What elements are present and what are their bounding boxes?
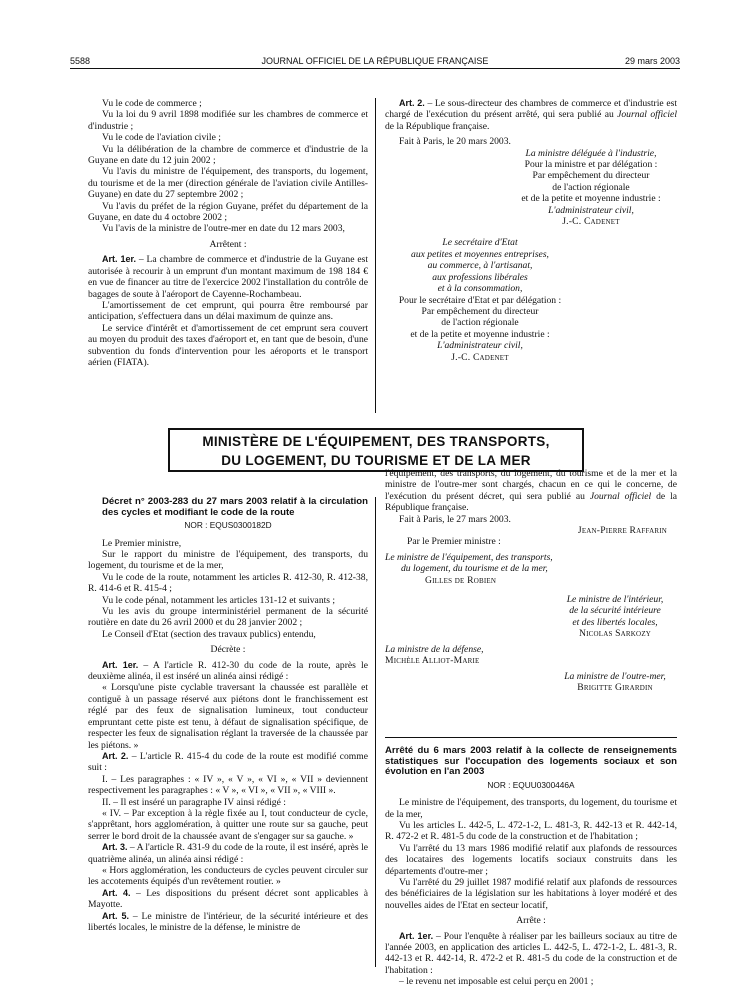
signatory-title: au commerce, à l'artisanat, (427, 260, 533, 272)
intro-line: Le Conseil d'Etat (section des travaux publics) entendu, (102, 628, 316, 640)
article-label: Art. 2. (399, 98, 425, 108)
signatory-role: L'administrateur civil, (548, 204, 634, 216)
ministry-heading (168, 428, 584, 472)
intro-line: Le Premier ministre, (102, 537, 182, 549)
column-divider (375, 497, 376, 967)
par-premier-ministre: Par le Premier ministre : (407, 536, 501, 548)
visa-line: Vu la délibération de la chambre de commerce et d'industrie de la Guyane en date du 12 juin 2002 ; (88, 143, 368, 167)
article-5 (88, 911, 368, 934)
signatory-name: J.-C. Cadenet (451, 351, 509, 363)
signature-interieur (553, 594, 677, 640)
signatory-title: La ministre de la défense, (385, 643, 484, 655)
article-text: – A l'article R. 412-30 du code de la route, après le deuxième alinéa, il est inséré un alinéa ainsi rédigé : (88, 659, 368, 683)
delegation-line: Par empêchement du directeur (532, 170, 650, 182)
article-1 (88, 660, 368, 683)
journal-title: JOURNAL OFFICIEL DE LA RÉPUBLIQUE FRANÇAISE (261, 56, 489, 66)
column-divider (375, 98, 376, 413)
visa-line: Vu l'avis du ministre de l'équipement, des transports, du logement, du tourisme et de la mer (direction générale de l'aviation civile Antilles-Guyane) en date du 27 septembre 2002 ; (88, 166, 368, 201)
fait-a-paris: Fait à Paris, le 27 mars 2003. (399, 513, 511, 525)
signatory-role: L'administrateur civil, (437, 340, 523, 352)
article-text: – A l'article R. 431-9 du code de la route, il est inséré, après le quatrième alinéa, un alinéa ainsi rédigé : (88, 842, 368, 865)
journal-ref: Journal officiel (617, 109, 677, 121)
signatory-title: Le secrétaire d'Etat (442, 237, 518, 249)
top-left-column (88, 98, 368, 368)
delegation-line: et de la petite et moyenne industrie : (410, 328, 550, 340)
decret-column (88, 497, 368, 933)
arrete-column (385, 746, 677, 988)
paragraph: Le service d'intérêt et d'amortissement de cet emprunt sera couvert au moyen du produit des taxes d'aéroport et, en tant que de besoin, d'une subvention du fonds d'intervention pour les aéroports et le transport aérien (FIATA). (88, 322, 368, 368)
arrete-label: Arrêtent : (209, 238, 247, 250)
signatory-title: et des libertés locales, (572, 616, 658, 628)
paragraph: L'amortissement de cet emprunt, qui pourra être remboursé par anticipation, s'effectuera dans un délai maximum de quinze ans. (88, 299, 368, 323)
delegation-line: Pour le secrétaire d'Etat et par délégation : (398, 294, 562, 306)
ministry-line-1: MINISTÈRE DE L'ÉQUIPEMENT, DES TRANSPORTS, (202, 434, 550, 449)
article-label: Art. 2. (102, 750, 129, 761)
arrete-label: Arrête : (516, 915, 546, 927)
article-1 (385, 931, 677, 977)
nor-reference: NOR : EQUS0300182D (184, 520, 272, 531)
decret-title: Décret n° 2003-283 du 27 mars 2003 relatif à la circulation des cycles et modifiant le code de la route (102, 496, 368, 518)
article-3 (88, 842, 368, 865)
delegation-line: Pour la ministre et par délégation : (524, 159, 658, 171)
article-label: Art. 5. (102, 910, 129, 921)
journal-ref: Journal officiel (589, 490, 652, 502)
article-quote: « Lorsqu'une piste cyclable traversant la chaussée est parallèle et contiguë à un passage réservé aux piétons dont le franchissement est réglé par des feux de signalisation lumineux, tout conducteur empruntant cette piste est tenu, à défaut de signalisation spécifique, de respecter les feux de signalisation réglant la traversée de la chaussée par les piétons. » (88, 682, 368, 751)
article-text: l'équipement, des transports, du logement, du tourisme et de la mer et la ministre de l'outre-mer sont chargés, chacun en ce qui le concerne, de l'exécution du présent décret, qui sera publié au (385, 468, 677, 502)
article-label: Art. 1er. (102, 254, 136, 265)
paragraph: II. – Il est inséré un paragraphe IV ainsi rédigé : (102, 796, 286, 808)
article-2 (88, 751, 368, 774)
visa-line: Vu le code de l'aviation civile ; (102, 132, 221, 144)
signature-equipement (385, 552, 677, 586)
article-label: Art. 1er. (102, 659, 139, 670)
article-quote: « IV. – Par exception à la règle fixée au I, tout conducteur de cycle, s'apprêtant, hors agglomération, à quitter une route sur sa gauche, peut serrer le bord droit de la chaussée avant de s'engager sur sa gauche. » (88, 807, 368, 842)
visa-line: Vu la loi du 9 avril 1898 modifiée sur les chambres de commerce et d'industrie ; (88, 109, 368, 132)
visa-line: Vu le code de commerce ; (102, 98, 202, 109)
signatory-name: Gilles de Robien (425, 574, 497, 586)
header-rule (70, 68, 680, 69)
article-tail: de la République française. (385, 120, 490, 132)
signatory-name: Brigitte Girardin (577, 681, 653, 693)
ministry-line-2: DU LOGEMENT, DU TOURISME ET DE LA MER (221, 453, 531, 468)
article-text: – Le ministre de l'intérieur, de la sécurité intérieure et des libertés locales, le ministre de la défense, le ministre de (88, 910, 368, 933)
article-label: Art. 4. (102, 887, 131, 898)
signature-block-2 (385, 237, 575, 362)
signatory-title: aux professions libérales (432, 271, 528, 283)
signatory-title: et à la consommation, (437, 283, 523, 295)
visa-line: Vu l'avis de la ministre de l'outre-mer en date du 12 mars 2003, (102, 223, 345, 235)
intro-line: Le ministre de l'équipement, des transports, du logement, du tourisme et de la mer, (385, 797, 677, 820)
signatory-title: de la sécurité intérieure (569, 605, 661, 617)
issue-date: 29 mars 2003 (624, 56, 680, 66)
signatory-name: Jean-Pierre Raffarin (577, 525, 667, 537)
signature-defense (385, 644, 677, 667)
intro-line: Vu les avis du groupe interministériel permanent de la sécurité routière en date du 26 avril 2000 et du 28 janvier 2002 ; (88, 606, 368, 629)
delegation-line: de l'action régionale (441, 317, 519, 329)
decret-continuation-column (385, 468, 677, 693)
intro-line: Vu le code pénal, notamment les articles 131-12 et suivants ; (102, 594, 336, 606)
delegation-line: et de la petite et moyenne industrie : (521, 193, 661, 205)
article-label: Art. 3. (102, 842, 128, 853)
signatory-title: aux petites et moyennes entreprises, (411, 248, 549, 260)
paragraph: I. – Les paragraphes : « IV », « V », « VI », « VII » deviennent respectivement les paragraphes : « V », « VI », « VII », « VIII ». (88, 773, 368, 797)
signatory-title: Le ministre de l'intérieur, (566, 594, 664, 606)
intro-line: Vu les articles L. 442-5, L. 472-1-2, L. 481-3, R. 442-13 et R. 442-14, R. 472-2 et R. 481-5 du code de la construction et de l'habitation ; (385, 820, 677, 843)
signatory-name: Nicolas Sarkozy (578, 628, 652, 640)
intro-line: Sur le rapport du ministre de l'équipement, des transports, du logement, du tourisme et de la mer, (88, 549, 368, 572)
signatory-name: J.-C. Cadenet (562, 216, 620, 228)
article-5-continued (385, 468, 677, 514)
article-text: – L'article R. 415-4 du code de la route est modifié comme suit : (88, 750, 368, 774)
article-label: Art. 1er. (399, 930, 434, 941)
decrete-label: Décrète : (210, 644, 246, 656)
visa-line: Vu l'avis du préfet de la région Guyane, préfet du département de la Guyane, en date du 4 octobre 2002 ; (88, 200, 368, 224)
arrete-title: Arrêté du 6 mars 2003 relatif à la collecte de renseignements statistiques sur l'occupation des logements sociaux et son évolution en l'an 2003 (385, 745, 677, 778)
intro-line: Vu le code de la route, notamment les articles R. 412-30, R. 412-38, R. 414-6 et R. 415-4 ; (88, 571, 368, 595)
signatory-title: La ministre déléguée à l'industrie, (525, 147, 657, 159)
list-item: – le revenu net imposable est celui perçu en 2001 ; (399, 976, 594, 988)
article-4 (88, 888, 368, 911)
article-2 (385, 98, 677, 132)
top-right-column (385, 98, 677, 363)
signatory-title: La ministre de l'outre-mer, (564, 670, 666, 682)
signatory-title: Le ministre de l'équipement, des transports, (385, 551, 553, 563)
article-text: – Le sous-directeur des chambres de commerce et d'industrie est chargé de l'exécution du présent arrêté, qui sera publié au (385, 98, 677, 121)
article-tail: de la République française. (385, 490, 677, 514)
article-text: – Pour l'enquête à réaliser par les bailleurs sociaux au titre de l'année 2003, en application des articles L. 442-5, L. 472-1-2, L. 481-3, R. 442-13 et R. 442-14, R. 472-2 et R. 481-5 du code de la construction et de l'habitation : (385, 930, 677, 976)
signature-outre-mer (553, 671, 677, 694)
delegation-line: Par empêchement du directeur (421, 305, 539, 317)
signature-block-1 (505, 148, 677, 228)
fait-a-paris: Fait à Paris, le 20 mars 2003. (399, 136, 511, 148)
nor-reference: NOR : EQUU0300446A (487, 779, 575, 790)
page-number: 5588 (70, 56, 91, 66)
signatory-title: du logement, du tourisme et de la mer, (401, 563, 548, 575)
article-text: – Les dispositions du présent décret sont applicables à Mayotte. (88, 887, 369, 911)
intro-line: Vu l'arrêté du 29 juillet 1987 modifié relatif aux plafonds de ressources des bénéficiaires de la législation sur les habitations à loyer modéré et des nouvelles aides de l'Etat en secteur locatif, (385, 877, 677, 911)
article-quote: « Hors agglomération, les conducteurs de cycles peuvent circuler sur les accotements équipés d'un revêtement routier. » (88, 864, 368, 888)
intro-line: Vu l'arrêté du 13 mars 1986 modifié relatif aux plafonds de ressources des locataires des logements locatifs sociaux construits dans les départements d'outre-mer ; (385, 842, 677, 877)
article-text: – La chambre de commerce et d'industrie de la Guyane est autorisée à recourir à un emprunt d'un montant maximum de 198 184 € en vue de financer au titre de l'exercice 2002 l'installation du contrôle de bagages de soute à l'aéroport de Cayenne-Rochambeau. (88, 254, 368, 300)
signatory-name: Michèle Alliot-Marie (385, 655, 480, 667)
article-1 (88, 254, 368, 300)
section-rule (385, 737, 677, 738)
delegation-line: de l'action régionale (552, 181, 630, 193)
